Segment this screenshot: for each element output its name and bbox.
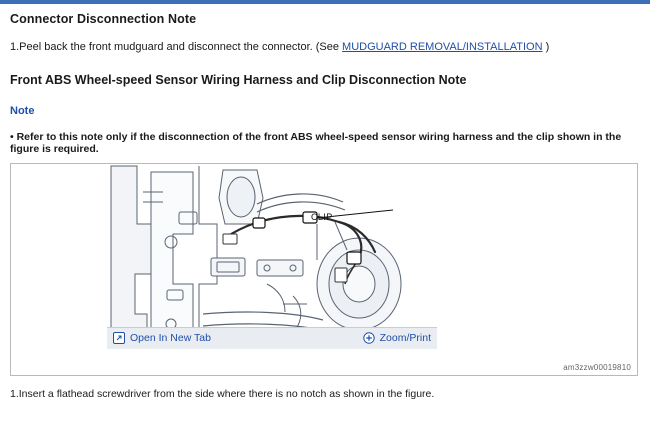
open-in-new-tab-label: Open In New Tab: [130, 332, 211, 345]
zoom-plus-icon: [363, 332, 375, 344]
step-text-prefix: 1.Peel back the front mudguard and disconnect the connector. (See: [10, 41, 343, 53]
step-text-suffix: ): [542, 41, 550, 53]
figure-id-label: am3zzw00019810: [563, 362, 631, 372]
note-text: • Refer to this note only if the disconnection of the front ABS wheel-speed sensor wiring harness and the clip shown in the figure is required.: [10, 130, 622, 155]
suspension-diagram-svg: [107, 164, 437, 349]
mudguard-removal-link[interactable]: MUDGUARD REMOVAL/INSTALLATION: [342, 41, 543, 53]
figure-toolbar: [107, 327, 437, 349]
note-label: Note: [10, 104, 35, 117]
zoom-print-button[interactable]: [363, 332, 431, 344]
step-connector-disconnection: [10, 40, 640, 55]
section-heading-harness-clip: Front ABS Wheel-speed Sensor Wiring Harness and Clip Disconnection Note: [10, 72, 467, 87]
clip-callout-label: CLIP: [311, 211, 333, 222]
figure-container: [10, 163, 638, 376]
page-title: Connector Disconnection Note: [10, 12, 197, 26]
document-page: [0, 4, 650, 400]
step-insert-screwdriver: 1.Insert a flathead screwdriver from the side where there is no notch as shown in the figure.: [10, 387, 435, 400]
open-in-new-tab-icon: [113, 332, 125, 344]
zoom-print-label: Zoom/Print: [379, 332, 431, 345]
open-in-new-tab-button[interactable]: [113, 332, 211, 344]
figure-illustration: [107, 164, 437, 349]
